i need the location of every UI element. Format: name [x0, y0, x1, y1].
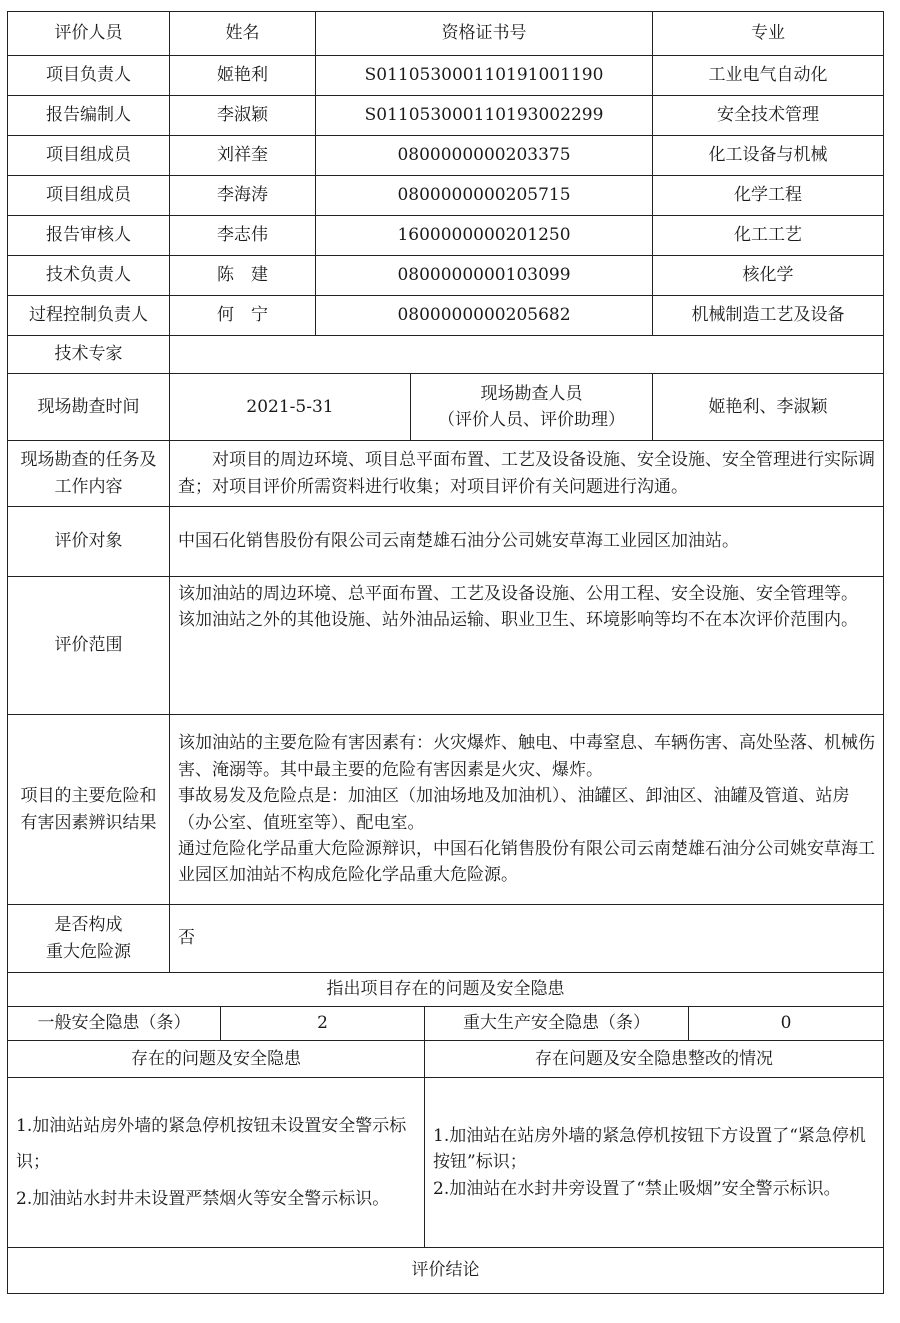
object-text: 中国石化销售股份有限公司云南楚雄石油分公司姚安草海工业园区加油站。 [170, 507, 884, 577]
problems-header: 存在的问题及安全隐患 [8, 1041, 425, 1078]
hazard-paragraph: 通过危险化学品重大危险源辩识，中国石化销售股份有限公司云南楚雄石油分公司姚安草海工业园区加油站不构成危险化学品重大危险源。 [178, 838, 875, 886]
staff-major: 化学工程 [653, 176, 884, 216]
scope-label: 评价范围 [8, 577, 170, 715]
evaluation-form-sheet [7, 11, 883, 1294]
major-hazard-row [8, 905, 884, 973]
header-role: 评价人员 [8, 12, 170, 56]
staff-major: 化工工艺 [653, 216, 884, 256]
staff-name: 李淑颖 [170, 96, 316, 136]
staff-name: 刘祥奎 [170, 136, 316, 176]
hazard-label: 项目的主要危险和有害因素辨识结果 [8, 715, 170, 905]
survey-staff-value: 姬艳利、李淑颖 [653, 374, 884, 441]
fixes-cell [425, 1078, 884, 1248]
survey-staff-label [411, 374, 653, 441]
task-text: 对项目的周边环境、项目总平面布置、工艺及设备设施、安全设施、安全管理进行实际调查；对项目评价所需资料进行收集；对项目评价有关问题进行沟通。 [178, 450, 875, 497]
staff-major: 化工设备与机械 [653, 136, 884, 176]
scope-paragraph: 该加油站的周边环境、总平面布置、工艺及设备设施、公用工程、安全设施、安全管理等。 [178, 584, 858, 604]
staff-row [8, 296, 884, 336]
staff-row [8, 136, 884, 176]
hazard-paragraph: 该加油站的主要危险有害因素有：火灾爆炸、触电、中毒窒息、车辆伤害、高处坠落、机械伤害、淹溺等。其中最主要的危险有害因素是火灾、爆炸。 [178, 733, 875, 780]
staff-cert: 1600000000201250 [316, 216, 653, 256]
fixes-header: 存在问题及安全隐患整改的情况 [425, 1041, 884, 1078]
staff-name: 陈 建 [170, 256, 316, 296]
staff-major: 机械制造工艺及设备 [653, 296, 884, 336]
conclusion-row [8, 1248, 884, 1294]
staff-role: 报告编制人 [8, 96, 170, 136]
staff-row [8, 256, 884, 296]
fix-item: 1.加油站在站房外墙的紧急停机按钮下方设置了“紧急停机按钮”标识； [433, 1125, 866, 1173]
staff-name: 李志伟 [170, 216, 316, 256]
header-cert: 资格证书号 [316, 12, 653, 56]
scope-row [8, 577, 884, 715]
general-hazard-label: 一般安全隐患（条） [8, 1007, 221, 1041]
issues-body-row [8, 1078, 884, 1248]
major-hazard-value: 否 [170, 905, 884, 973]
header-major: 专业 [653, 12, 884, 56]
major-hazard-label-line2: 重大危险源 [46, 941, 131, 962]
staff-role: 技术负责人 [8, 256, 170, 296]
expert-value [170, 336, 884, 374]
staff-major: 工业电气自动化 [653, 56, 884, 96]
issues-count-row [8, 1007, 884, 1041]
staff-role: 过程控制负责人 [8, 296, 170, 336]
expert-label: 技术专家 [8, 336, 170, 374]
problem-item: 2.加油站水封井未设置严禁烟火等安全警示标识。 [16, 1188, 390, 1209]
survey-time-label: 现场勘查时间 [8, 374, 170, 441]
scope-paragraph: 该加油站之外的其他设施、站外油品运输、职业卫生、环境影响等均不在本次评价范围内。 [178, 610, 858, 631]
issues-header-row [8, 1041, 884, 1078]
task-cell [170, 441, 884, 507]
staff-major: 安全技术管理 [653, 96, 884, 136]
major-hazard-label-line1: 是否构成 [54, 915, 123, 936]
staff-name: 何 宁 [170, 296, 316, 336]
survey-time-value: 2021-5-31 [170, 374, 411, 441]
survey-row [8, 374, 884, 441]
hazard-row [8, 715, 884, 905]
hazard-cell [170, 715, 884, 905]
staff-cert: S011053000110191001190 [316, 56, 653, 96]
hazard-paragraph: 事故易发及危险点是：加油区（加油场地及加油机）、油罐区、卸油区、油罐及管道、站房（办公室、值班室等）、配电室。 [178, 786, 850, 833]
staff-role: 项目组成员 [8, 176, 170, 216]
staff-cert: 0800000000103099 [316, 256, 653, 296]
staff-role: 报告审核人 [8, 216, 170, 256]
staff-name: 姬艳利 [170, 56, 316, 96]
conclusion-label: 评价结论 [8, 1248, 884, 1294]
survey-staff-label-line2: （评价人员、评价助理） [438, 410, 625, 430]
staff-cert: 0800000000203375 [316, 136, 653, 176]
major-hazard-label [8, 905, 170, 973]
staff-header-row [8, 12, 884, 56]
scope-cell [170, 577, 884, 715]
problem-item: 1.加油站站房外墙的紧急停机按钮未设置安全警示标识； [16, 1115, 407, 1173]
issues-title: 指出项目存在的问题及安全隐患 [8, 973, 884, 1007]
staff-name: 李海涛 [170, 176, 316, 216]
fix-item: 2.加油站在水封井旁设置了“禁止吸烟”安全警示标识。 [433, 1178, 841, 1199]
staff-row [8, 96, 884, 136]
staff-cert: S011053000110193002299 [316, 96, 653, 136]
task-label: 现场勘查的任务及工作内容 [8, 441, 170, 507]
major-production-hazard-label: 重大生产安全隐患（条） [425, 1007, 689, 1041]
staff-major: 核化学 [653, 256, 884, 296]
staff-cert: 0800000000205682 [316, 296, 653, 336]
staff-row [8, 216, 884, 256]
object-label: 评价对象 [8, 507, 170, 577]
object-row [8, 507, 884, 577]
staff-role: 项目负责人 [8, 56, 170, 96]
task-row [8, 441, 884, 507]
general-hazard-count: 2 [221, 1007, 425, 1041]
issues-title-row [8, 973, 884, 1007]
header-name: 姓名 [170, 12, 316, 56]
expert-row [8, 336, 884, 374]
staff-row [8, 176, 884, 216]
major-production-hazard-count: 0 [689, 1007, 884, 1041]
staff-cert: 0800000000205715 [316, 176, 653, 216]
problems-cell [8, 1078, 425, 1248]
survey-staff-label-line1: 现场勘查人员 [480, 383, 583, 404]
staff-row [8, 56, 884, 96]
evaluation-info-table [7, 11, 884, 1294]
staff-role: 项目组成员 [8, 136, 170, 176]
